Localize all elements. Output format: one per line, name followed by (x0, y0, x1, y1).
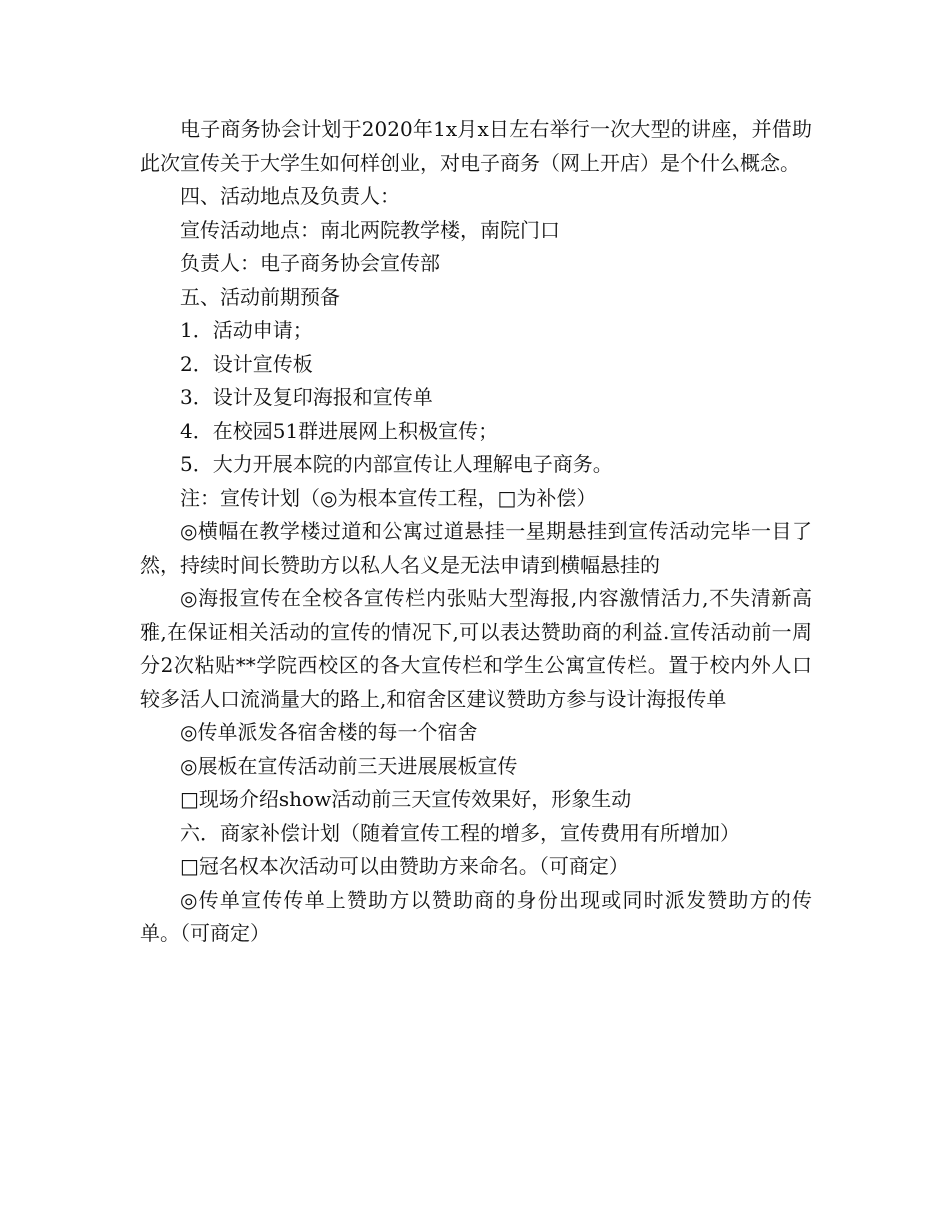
list-item: 2．设计宣传板 (180, 351, 313, 376)
note-plan: 注：宣传计划（◎为根本宣传工程，□为补偿） (180, 485, 597, 510)
paragraph-poster: ◎海报宣传在全校各宣传栏内张贴大型海报,内容激情活力,不失清新高雅,在保证相关活动的宣传的情况下,可以表达赞助商的利益.宣传活动前一周分2次粘贴**学院西校区的各大宣传栏和学生公寓宣传栏。置于校内外人口较多活人口流淌量大的路上,和宿舍区建议赞助方参与设计海报传单 (140, 586, 812, 711)
paragraph-display-board: ◎展板在宣传活动前三天进展展板宣传 (180, 753, 518, 778)
paragraph-flyer-sponsor: ◎传单宣传传单上赞助方以赞助商的身份出现或同时派发赞助方的传单。（可商定） (140, 887, 812, 945)
document-body (140, 113, 812, 951)
paragraph-intro: 电子商务协会计划于2020年1x月x日左右举行一次大型的讲座，并借助此次宣传关于大学生如何样创业，对电子商务（网上开店）是个什么概念。 (140, 117, 812, 175)
paragraph-flyer: ◎传单派发各宿舍楼的每一个宿舍 (180, 720, 478, 744)
paragraph-banner: ◎横幅在教学楼过道和公寓过道悬挂一星期悬挂到宣传活动完毕一目了然，持续时间长赞助方以私人名义是无法申请到横幅悬挂的 (140, 519, 812, 577)
paragraph-location: 宣传活动地点：南北两院教学楼，南院门口 (180, 217, 560, 242)
heading-compensation: 六．商家补偿计划（随着宣传工程的增多，宣传费用有所增加） (180, 820, 740, 845)
list-item: 3．设计及复印海报和宣传单 (180, 385, 433, 409)
heading-preparation: 五、活动前期预备 (180, 284, 340, 309)
paragraph-live-show: □现场介绍show活动前三天宣传效果好，形象生动 (180, 787, 632, 811)
paragraph-naming-rights: □冠名权本次活动可以由赞助方来命名。（可商定） (180, 854, 629, 878)
list-item: 4．在校园51群进展网上积极宣传； (180, 418, 499, 443)
heading-location: 四、活动地点及负责人： (180, 184, 400, 208)
list-item: 1．活动申请； (180, 318, 313, 342)
paragraph-responsible: 负责人：电子商务协会宣传部 (180, 251, 440, 275)
list-item: 5．大力开展本院的内部宣传让人理解电子商务。 (180, 452, 613, 476)
